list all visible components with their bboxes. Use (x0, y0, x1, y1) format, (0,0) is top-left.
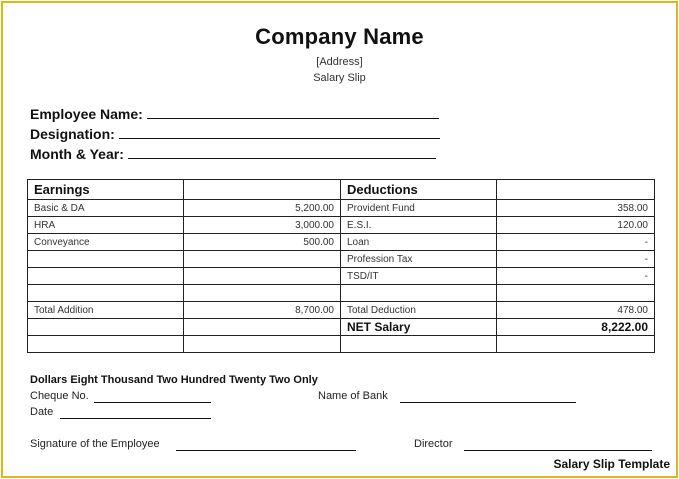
table-row (28, 285, 655, 302)
net-salary-row (28, 319, 655, 336)
employee-name-label: Employee Name: (30, 106, 143, 122)
deduction-amount: 120.00 (497, 217, 655, 234)
deduction-amount: - (497, 251, 655, 268)
company-address: [Address] (316, 56, 363, 68)
month-year-line (128, 147, 436, 159)
empty-cell (28, 336, 184, 353)
table-header-row (28, 180, 655, 200)
earning-item: HRA (28, 217, 184, 234)
deductions-amount-header (497, 180, 655, 200)
net-salary-value: 8,222.00 (497, 319, 655, 336)
totals-row (28, 302, 655, 319)
bank-label: Name of Bank (318, 390, 388, 402)
cheque-line (94, 402, 211, 403)
date-line (60, 418, 211, 419)
total-addition-label: Total Addition (28, 302, 184, 319)
earning-item: Conveyance (28, 234, 184, 251)
director-label: Director (414, 438, 453, 450)
table-row (28, 234, 655, 251)
table-row (28, 336, 655, 353)
month-year-label: Month & Year: (30, 146, 124, 162)
company-name: Company Name (255, 24, 424, 49)
deduction-amount: - (497, 268, 655, 285)
deduction-item: TSD/IT (341, 268, 497, 285)
earning-item: Basic & DA (28, 200, 184, 217)
earnings-header: Earnings (28, 180, 184, 200)
earning-amount (184, 285, 341, 302)
deduction-item (341, 285, 497, 302)
earning-item (28, 285, 184, 302)
date-label: Date (30, 406, 54, 418)
earning-amount: 3,000.00 (184, 217, 341, 234)
total-deduction-label: Total Deduction (341, 302, 497, 319)
designation-label: Designation: (30, 126, 115, 142)
designation-line (119, 127, 440, 139)
earning-amount: 5,200.00 (184, 200, 341, 217)
cheque-label: Cheque No. (30, 390, 89, 402)
deduction-item: Provident Fund (341, 200, 497, 217)
employee-name-field (30, 106, 439, 122)
empty-cell (341, 336, 497, 353)
empty-cell (28, 319, 184, 336)
table-row (28, 200, 655, 217)
deduction-item: Profession Tax (341, 251, 497, 268)
empty-cell (184, 319, 341, 336)
earning-item (28, 251, 184, 268)
salary-table (27, 179, 655, 353)
total-addition-amount: 8,700.00 (184, 302, 341, 319)
designation-field (30, 126, 440, 142)
director-line (464, 450, 652, 451)
template-label: Salary Slip Template (553, 457, 670, 471)
deduction-item: E.S.I. (341, 217, 497, 234)
table-row (28, 268, 655, 285)
slip-subtitle: Salary Slip (313, 72, 366, 84)
empty-cell (497, 336, 655, 353)
bank-line (400, 402, 576, 403)
employee-signature-label: Signature of the Employee (30, 438, 160, 450)
table-row (28, 251, 655, 268)
deduction-amount (497, 285, 655, 302)
earning-item (28, 268, 184, 285)
net-salary-label: NET Salary (341, 319, 497, 336)
deduction-amount: - (497, 234, 655, 251)
deduction-amount: 358.00 (497, 200, 655, 217)
table-row (28, 217, 655, 234)
employee-signature-line (176, 450, 356, 451)
deduction-item: Loan (341, 234, 497, 251)
employee-name-line (147, 107, 439, 119)
earning-amount (184, 268, 341, 285)
amount-in-words: Dollars Eight Thousand Two Hundred Twenty Two Only (30, 374, 318, 386)
total-deduction-amount: 478.00 (497, 302, 655, 319)
empty-cell (184, 336, 341, 353)
earning-amount (184, 251, 341, 268)
month-year-field (30, 146, 436, 162)
earnings-amount-header (184, 180, 341, 200)
earning-amount: 500.00 (184, 234, 341, 251)
deductions-header: Deductions (341, 180, 497, 200)
